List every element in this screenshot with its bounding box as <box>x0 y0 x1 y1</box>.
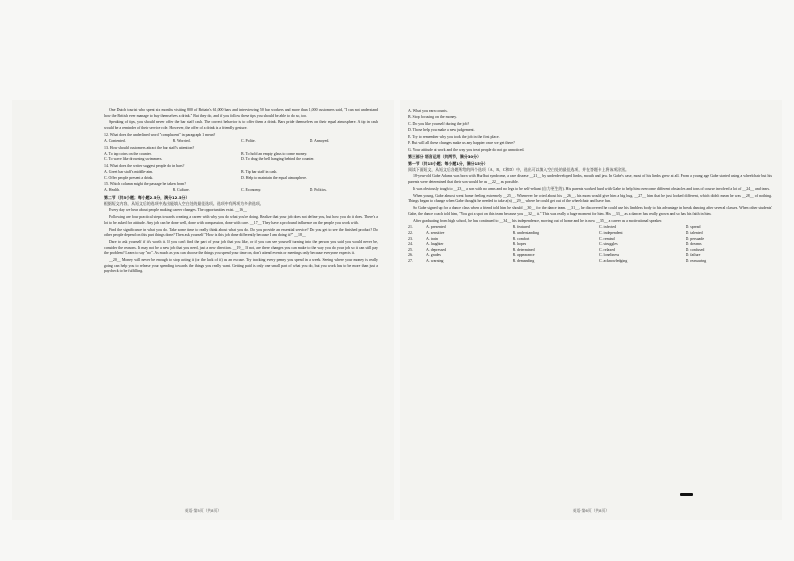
section-title: 第三部分 语言运用（共两节，满分30分） <box>408 154 481 160</box>
option: F. But will all these changes make us any happier once we get there? <box>408 141 515 146</box>
cloze-paragraph: After graduating from high school, he has continued to __34__ his independence, moving out of home and he is now __35__ a career as a motivational speaker. <box>413 218 663 223</box>
answer-option: A. depressed <box>426 247 447 252</box>
answer-option: A. sensitive <box>426 231 445 235</box>
answer-option: B. demanding <box>512 258 535 263</box>
passage-paragraph: Find the significance in what you do. Take some time to really think about what you do. Do you provide an essential service? Do you get to see the finished product? Do other people depend on this part things done? Then ask yourself "How is this job done differently because I am doing it?" __18__ <box>104 227 378 238</box>
question-options <box>104 188 378 194</box>
passage-paragraph: __20__ Money will never be enough to stop acting it (or the lack of it) as an excuse. Try tracking every penny you spend in a week. Seeing where your money is really going can help you to release your spending towards the things you really want. Getting paid is only one small part of what you do, but you work has to be more than just a paycheck to be fulfilling. <box>104 258 378 274</box>
answer-number: 23. <box>408 236 413 241</box>
answer-option: C. remind <box>599 236 615 241</box>
cloze-paragraph: 18-year-old Gabe Adams was born with Hurlbut syndrome, a rare disease __21__ by underdeveloped limbs, mouth and jaw. In Gabe's case, most of his limbs grew at all. From a young age Gabe started using a wheelchair but his parents were determined that their son would be as __22__ as possible. <box>408 174 772 184</box>
section-title: 第二节（共5小题；每小题2.5分，满分12.5分） <box>104 194 190 200</box>
question-15 <box>104 182 378 194</box>
question-14 <box>104 164 378 181</box>
option: E. Try to remember why you took the job in the first place. <box>408 134 500 139</box>
passage-paragraph: Dare to ask yourself if it's worth it. If you can't find the part of your job that you like, or if you can see yourself turning into the person you said you would never be, consider the reasons. It may not be a new job that you need, just a new direction. __19__ If not, are there changes you can make to the way you do your job so it can still pay the problem? Learn to say "no". As much as you can choose the things you spend your time on, don't attend events or meetings only because everyone expects it. <box>104 240 378 256</box>
section-instructions: 阅读下面短文，从短文后各题所给的四个选项（A、B、C和D）中，选出可以填入空白处的最佳选项，并在答题卡上将该项涂黑。 <box>408 167 629 172</box>
answer-option: B. comfort <box>512 236 530 241</box>
question-stem: 12. What does the underlined word "complacent" in paragraph 1 mean? <box>104 132 216 137</box>
question-options <box>104 152 378 163</box>
answer-number: 21. <box>408 225 413 230</box>
option: B. Worried. <box>172 139 191 144</box>
answer-option: B. determined <box>512 247 535 252</box>
left-page <box>12 100 394 520</box>
option: C. Economy. <box>241 188 262 193</box>
answer-options-table <box>408 225 772 264</box>
option: D. Help to maintain the equal atmosphere. <box>241 175 307 180</box>
passage-paragraph: Following are four practical steps towards creating a career with why you do what you're doing. Realize that your job does not define you, but how you do it does. There's a lot to be asked for attitude. Any job can be done well, done with compassion, done with care. __17__ They have a profound influence on the people you work with. <box>104 215 378 225</box>
answer-option: C. infected <box>599 225 617 230</box>
right-page <box>400 100 782 520</box>
question-13 <box>104 146 378 163</box>
answer-number: 24. <box>408 242 413 247</box>
page-footer: 英语·第6页（共8页） <box>572 508 610 514</box>
left-column <box>104 108 378 506</box>
option: A. To tap coins on the counter. <box>104 151 152 156</box>
answer-option: D. talented <box>685 231 703 235</box>
option: D. Those help you make a new judgement. <box>408 128 475 133</box>
option: C. To wave like drowning swimmers. <box>104 157 163 162</box>
answer-number: 22. <box>408 231 413 235</box>
passage-paragraph: One Dutch tourist who spent six months visiting 800 of Britain's 61,000 bars and interviewing 50 bar workers and more than 1,000 customers said, "I can not understand how the British ever manage to buy themselves a drink." But they do, and if you follow these tips you should be able to do so, too. <box>104 108 378 118</box>
question-stem: 15. Which column might the passage be taken from? <box>104 182 186 187</box>
answer-option: D. spread <box>685 225 701 230</box>
option: A. What you earn counts. <box>408 108 448 113</box>
option: G. Your attitude at work and the way you treat people do not go unnoticed. <box>408 147 525 152</box>
option: D. To drag the bell hanging behind the counter. <box>241 157 315 162</box>
answer-option: C. relaxed <box>599 247 615 252</box>
question-options <box>104 170 378 181</box>
answer-option: A. laughter <box>426 242 444 247</box>
cloze-paragraph: So Gabe signed up for a dance class when a friend told him he should __30__ for the dance team. __31__, he discovered he could use his limbless body to his advantage in break dancing after several classes. When other students' Gabe, the dance coach told him, "You got a spot on this team because you __32__ it." This was really a huge moment for him. His __33__ as a dancer has really grown and so has his faith in him. <box>408 206 772 216</box>
seven-choice-options <box>408 109 772 154</box>
answer-option: C. struggles <box>599 242 618 247</box>
answer-option: B. featured <box>512 225 530 230</box>
answer-number: 25. <box>408 247 413 252</box>
option: A. Health. <box>104 188 121 193</box>
answer-option: D. reassuring <box>685 258 707 263</box>
right-column <box>408 108 772 506</box>
answer-option: D. confused <box>685 247 705 252</box>
answer-option: B. understanding <box>512 231 540 235</box>
answer-option: B. appearance <box>512 253 535 258</box>
answer-option: C. independent <box>599 231 623 235</box>
page-footer: 英语·第5页（共8页） <box>184 508 222 514</box>
question-stem: 13. How should customers attract the bar staff's attention? <box>104 145 195 150</box>
option: B. Culture. <box>172 188 190 193</box>
question-options <box>104 139 378 145</box>
answer-option: D. dreams <box>685 242 702 247</box>
passage-paragraph: Every day we hear about people making career changes. The opportunities exist. __16__ <box>109 208 247 213</box>
passage-paragraph: Speaking of tips, you should never offer the bar staff cash. The correct behavior is to offer them a drink. Bars pride themselves on their equal atmosphere. A tip in cash would be a reminder of their service role. However, the offer of a drink is a friendly gesture. <box>104 120 378 131</box>
answer-option: C. loneliness <box>599 253 620 258</box>
option: A. Greet bar staff's middle-aim. <box>104 170 154 175</box>
question-stem: 14. What does the writer suggest people do in bars? <box>104 163 185 168</box>
section-instructions: 根据短文内容，从短文后的选项中选出能填入空白处的最佳选项。选项中有两项为多余选项。 <box>104 201 264 206</box>
answer-option: D. failure <box>685 253 701 258</box>
scan-mark <box>680 493 693 496</box>
option: B. Tip bar staff in cash. <box>241 170 278 175</box>
answer-option: A. train <box>426 236 438 241</box>
answer-option: C. acknowledging <box>599 258 628 263</box>
option: C. Polite. <box>241 139 256 144</box>
answer-option: D. persuade <box>685 236 705 241</box>
option: D. Politics. <box>309 188 327 193</box>
cloze-paragraph: It was obviously tough to __23__ a son with no arms and no legs to be self-reliant (自力更生的). His parents worked hard with Gabe to help him overcome different obstacles and tons of course involved a lot of __24__ and tears. <box>413 186 770 191</box>
option: B. Stop focusing on the money. <box>408 115 457 120</box>
answer-option: A. warning <box>426 258 444 263</box>
answer-option: A. presented <box>426 225 446 230</box>
answer-option: A. grades <box>426 253 441 258</box>
question-12 <box>104 133 378 145</box>
option: B. To hold an empty glass to come money. <box>241 151 308 156</box>
answer-number: 27. <box>408 258 413 263</box>
option: D. Annoyed. <box>309 139 330 144</box>
answer-number: 26. <box>408 253 413 258</box>
section-subtitle: 第一节（共15小题；每小题1分，满分15分） <box>408 160 488 166</box>
option: C. Do you like yourself during the job? <box>408 121 470 126</box>
cloze-paragraph: When young, Gabe almost went home feeling extremely __25__. Whenever he cried about his __26__, his mom would give him a big hug. __27__ him that he just looked different, which didn't mean he was __28__ of nothing. Things began to change when Gabe thought he needed to take a(n) __29__ where he could get out of the wheelchair and have fun. <box>408 193 772 204</box>
option: C. Offer people present a drink. <box>104 175 154 180</box>
option: A. Contented. <box>104 139 126 144</box>
answer-option: B. hopes <box>512 242 527 247</box>
